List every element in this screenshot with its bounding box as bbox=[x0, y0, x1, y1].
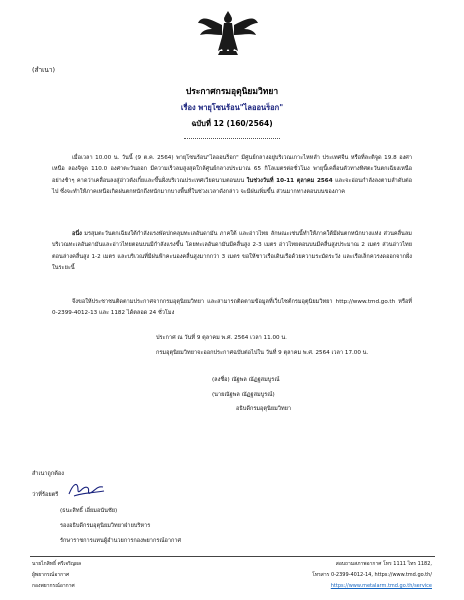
p1-text: เมื่อเวลา 10.00 น. วันนี้ (9 ต.ค. 2564) พายุโซนร้อน"ไลออนร็อก" มีศูนย์กลางอยู่บริเวณเกาะไหหลำ ประเทศจีน หรือที่ละติจูด 19.8 องศาเหนือ ลองจิจูด 110.0 องศาตะวันออก มีความเร็วลมสูงสุดใกล้ศูนย์กลางประมาณ 65 กิโลเมตรต่อชั่วโมง พายุนี้เคลื่อนตัวทางทิศตะวันตกเฉียงเหนืออย่างช้าๆ คาดว่าเคลื่อนลงสู่อ่าวตังเกี๋ยและขึ้นฝั่งบริเวณประเทศเวียดนามตอนบน bbox=[52, 155, 412, 184]
footer-left-line-1: นายไกสิทธิ์ ศรีเจริญผล bbox=[32, 561, 82, 567]
issued-datetime: ประกาศ ณ วันที่ 9 ตุลาคม พ.ศ. 2564 เวลา 11.00 น. bbox=[156, 335, 287, 341]
certifier-role-2: รักษาราชการแทนผู้อำนวยการกองพยากรณ์อากาศ bbox=[60, 538, 182, 544]
next-announcement: กรมอุตุนิยมวิทยาจะออกประกาศฉบับต่อไปใน วันที่ 9 ตุลาคม พ.ศ. 2564 เวลา 17.00 น. bbox=[156, 350, 369, 356]
p1-end-text: และจะอ่อนกำลังลงตามลำดับต่อไป ซึ่งจะทำให้ภาคเหนือเกิดฝนตกหนักถึงหนักมากบางพื้นที่ในช่วงเวลาดังกล่าว จะมีฝนเพิ่มขึ้น ส่วนมากทางตอนบนของภาค bbox=[52, 177, 412, 195]
p2-lead: อนึ่ง bbox=[72, 231, 82, 237]
signatory-title: อธิบดีกรมอุตุนิยมวิทยา bbox=[236, 406, 292, 412]
certified-copy-label: สำเนาถูกต้อง bbox=[32, 471, 64, 477]
signatory-signed: (ลงชื่อ) ณัฐพล ณัฏฐสมบูรณ์ bbox=[212, 377, 280, 383]
certifier-rank: ว่าที่ร้อยตรี bbox=[32, 492, 59, 498]
announcement-org-title: ประกาศกรมอุตุนิยมวิทยา bbox=[185, 87, 279, 97]
announcement-number: ฉบับที่ 12 (160/2564) bbox=[191, 119, 273, 128]
handwritten-signature-icon bbox=[66, 478, 106, 500]
certifier-name: (ธนะสิทธิ์ เอี่ยมอนันชัย) bbox=[60, 508, 118, 514]
footer-service-link[interactable]: https://www.metalarm.tmd.go.th/service bbox=[330, 583, 432, 589]
title-separator bbox=[184, 138, 280, 139]
announcement-subject: เรื่อง พายุโซนร้อน"ไลออนร็อก" bbox=[180, 103, 284, 112]
footer-left-line-2: ผู้พยากรณ์อากาศ bbox=[32, 572, 70, 578]
footer-divider bbox=[30, 556, 435, 557]
body-paragraph-2 bbox=[52, 229, 412, 274]
signatory-name: (นายณัฐพล ณัฏฐสมบูรณ์) bbox=[212, 392, 275, 398]
certifier-role-1: รองอธิบดีกรมอุตุนิยมวิทยาฝ่ายบริหาร bbox=[60, 523, 151, 529]
body-paragraph-1 bbox=[52, 153, 412, 198]
garuda-emblem-icon bbox=[196, 5, 260, 61]
footer-left-line-3: กองพยากรณ์อากาศ bbox=[32, 583, 75, 589]
copy-mark: (สำเนา) bbox=[32, 66, 56, 74]
footer-right-line-2: โทรสาร 0-2399-4012-14, https://www.tmd.go.th/ bbox=[312, 572, 432, 578]
footer-right-line-1: สอบถามสภาพอากาศ โทร 1111 ไทร 1182, bbox=[335, 561, 432, 567]
body-paragraph-3: จึงขอให้ประชาชนติดตามประกาศจากกรมอุตุนิยมวิทยา และสามารถติดตามข้อมูลที่เว็บไซต์กรมอุตุนิยมวิทยา http://www.tmd.go.th หรือที่ 0-2399-4012-13 และ 1182 ได้ตลอด 24 ชั่วโมง bbox=[52, 299, 412, 317]
p2-text: มรสุมตะวันตกเฉียงใต้กำลังแรงพัดปกคลุมทะเลอันดามัน ภาคใต้ และอ่าวไทย ลักษณะเช่นนี้ทำให้ภาคใต้มีฝนตกหนักบางแห่ง ส่วนคลื่นลมบริเวณทะเลอันดามันและอ่าวไทยตอนบนมีกำลังแรงขึ้น โดยทะเลอันดามันมีคลื่นสูง 2-3 เมตร อ่าวไทยตอนบนมีคลื่นสูงประมาณ 2 เมตร ส่วนอ่าวไทยตอนล่างคลื่นสูง 1-2 เมตร และบริเวณที่มีฝนฟ้าคะนองคลื่นสูงมากกว่า 3 เมตร ขอให้ชาวเรือเดินเรือด้วยความระมัดระวัง และเรือเล็กควรงดออกจากฝั่งในระยะนี้ bbox=[52, 231, 412, 271]
p1-emphasis: ในช่วงวันที่ 10-11 ตุลาคม 2564 bbox=[246, 177, 333, 184]
